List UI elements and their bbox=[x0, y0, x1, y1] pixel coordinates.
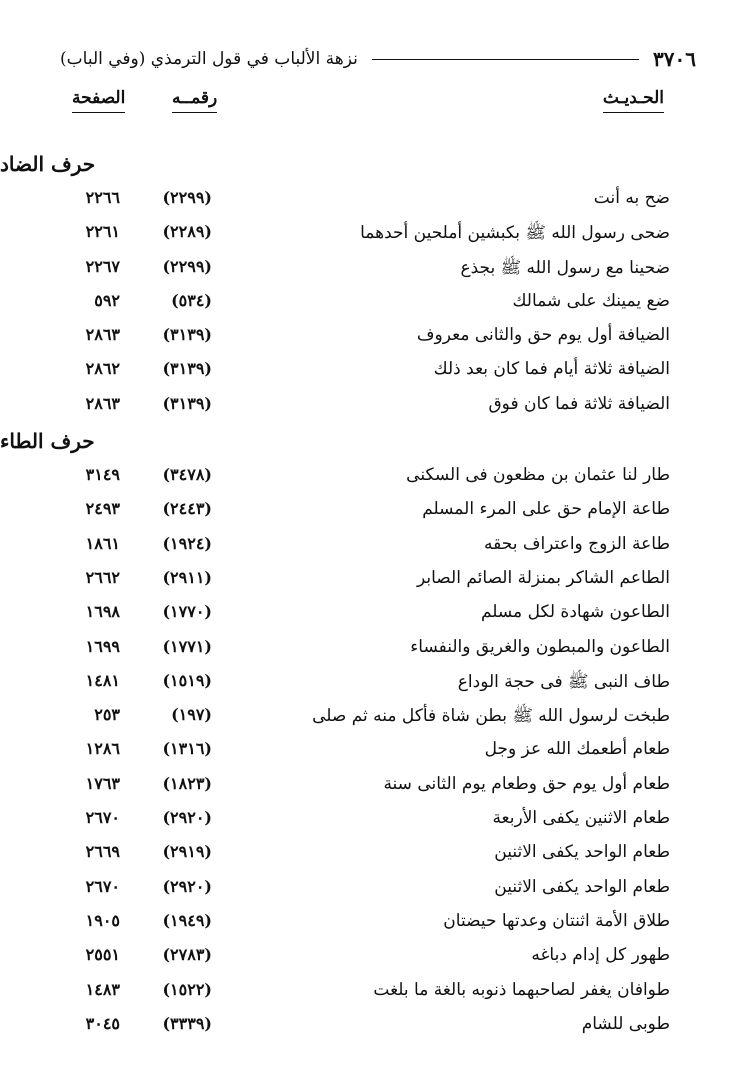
index-entry bbox=[0, 493, 756, 527]
index-entries bbox=[0, 145, 756, 1042]
index-entry bbox=[0, 251, 756, 285]
index-entry bbox=[0, 699, 756, 733]
hadith-text: طعام الواحد يكفى الاثنين bbox=[494, 876, 670, 897]
hadith-number: (١٥١٩) bbox=[162, 670, 212, 690]
page-number: ٣٧٠٦ bbox=[653, 47, 696, 71]
page-reference: ١٧٦٣ bbox=[85, 773, 120, 793]
hadith-text: الطاعون والمبطون والغريق والنفساء bbox=[410, 636, 670, 657]
hadith-text: طاف النبى ﷺ فى حجة الوداع bbox=[457, 671, 670, 692]
hadith-text: ضح به أنت bbox=[593, 188, 670, 208]
hadith-number: (٢٩١١) bbox=[162, 567, 212, 587]
page-reference: ١٩٠٥ bbox=[85, 910, 120, 930]
hadith-text: ضع يمينك على شمالك bbox=[512, 290, 670, 311]
hadith-text: طعام الواحد يكفى الاثنين bbox=[494, 842, 670, 863]
hadith-text: طبخت لرسول الله ﷺ بطن شاة فأكل منه ثم صلى bbox=[312, 706, 670, 727]
page-reference: ١٨٦١ bbox=[85, 533, 120, 553]
hadith-number: (٢٢٨٩) bbox=[162, 222, 212, 242]
hadith-number: (٣٤٧٨) bbox=[162, 465, 212, 485]
page-reference: ٢٢٦١ bbox=[85, 222, 120, 242]
index-entry bbox=[0, 836, 756, 870]
running-title: نزهة الألباب في قول الترمذي (وفي الباب) bbox=[60, 49, 358, 69]
hadith-text: طار لنا عثمان بن مظعون فى السكنى bbox=[406, 465, 670, 486]
index-entry bbox=[0, 528, 756, 562]
page-reference: ٢٦٦٩ bbox=[85, 842, 120, 862]
hadith-number: (١٨٢٣) bbox=[162, 773, 212, 793]
index-entry bbox=[0, 285, 756, 319]
hadith-text: الضيافة أول يوم حق والثانى معروف bbox=[416, 325, 670, 346]
hadith-text: طلاق الأمة اثنتان وعدتها حيضتان bbox=[443, 910, 670, 931]
hadith-number: (١٩٤٩) bbox=[162, 910, 212, 930]
header-rule bbox=[372, 59, 639, 60]
page-reference: ٢٢٦٦ bbox=[85, 188, 120, 207]
page-reference: ٢٢٦٧ bbox=[85, 256, 120, 276]
hadith-number: (٢٢٩٩) bbox=[162, 188, 212, 207]
hadith-text: طوافان يغفر لصاحبهما ذنوبه بالغة ما بلغت bbox=[373, 979, 670, 1000]
hadith-text: طاعة الزوج واعتراف بحقه bbox=[484, 533, 670, 554]
hadith-number: (٢٩١٩) bbox=[162, 842, 212, 862]
page-reference: ٥٩٢ bbox=[94, 290, 120, 310]
index-entry bbox=[0, 562, 756, 596]
column-heading-number: رقمــه bbox=[172, 88, 217, 113]
hadith-text: ضحى رسول الله ﷺ بكبشين أملحين أحدهما bbox=[360, 223, 670, 244]
page-reference: ٢٦٦٢ bbox=[85, 567, 120, 587]
hadith-number: (٢٧٨٣) bbox=[162, 945, 212, 965]
page-reference: ٢٨٦٢ bbox=[85, 359, 120, 379]
index-entry bbox=[0, 596, 756, 630]
hadith-number: (١٧٧٠) bbox=[162, 602, 212, 622]
index-entry bbox=[0, 1008, 756, 1042]
hadith-number: (٥٣٤) bbox=[171, 290, 212, 310]
running-header bbox=[60, 42, 696, 76]
index-entry bbox=[0, 388, 756, 422]
index-entry bbox=[0, 733, 756, 767]
hadith-text: طاعة الإمام حق على المرء المسلم bbox=[422, 499, 670, 520]
index-entry bbox=[0, 768, 756, 802]
hadith-number: (٣٣٣٩) bbox=[162, 1013, 212, 1033]
hadith-text: طوبى للشام bbox=[581, 1013, 670, 1034]
page-reference: ٢٥٣ bbox=[94, 705, 120, 725]
hadith-number: (١٩٢٤) bbox=[162, 533, 212, 553]
index-entry bbox=[0, 905, 756, 939]
hadith-number: (٢٩٢٠) bbox=[162, 876, 212, 896]
page-reference: ٣٠٤٥ bbox=[85, 1013, 120, 1033]
index-entry bbox=[0, 459, 756, 493]
section-title: حرف الضاد bbox=[0, 151, 96, 176]
index-entry bbox=[0, 182, 756, 216]
index-entry bbox=[0, 631, 756, 665]
hadith-number: (١٧٧١) bbox=[162, 636, 212, 656]
hadith-text: ضحينا مع رسول الله ﷺ بجذع bbox=[460, 257, 670, 278]
page-reference: ٣١٤٩ bbox=[85, 465, 120, 485]
hadith-number: (١٣١٦) bbox=[162, 739, 212, 759]
hadith-text: الطاعون شهادة لكل مسلم bbox=[480, 602, 670, 623]
hadith-number: (٢٢٩٩) bbox=[162, 256, 212, 276]
page-reference: ١٤٨٣ bbox=[85, 979, 120, 999]
page-reference: ٢٥٥١ bbox=[85, 945, 120, 965]
page-reference: ٢٦٧٠ bbox=[85, 876, 120, 896]
index-entry bbox=[0, 216, 756, 250]
hadith-number: (١٥٢٢) bbox=[162, 979, 212, 999]
hadith-text: طهور كل إدام دباغه bbox=[531, 945, 670, 966]
page-reference: ٢٨٦٣ bbox=[85, 325, 120, 345]
hadith-text: طعام أطعمك الله عز وجل bbox=[484, 739, 670, 760]
index-entry bbox=[0, 353, 756, 387]
section-title: حرف الطاء bbox=[0, 428, 95, 453]
hadith-text: الضيافة ثلاثة أيام فما كان بعد ذلك bbox=[433, 359, 670, 380]
page-reference: ٢٦٧٠ bbox=[85, 808, 120, 828]
hadith-text: الطاعم الشاكر بمنزلة الصائم الصابر bbox=[417, 567, 670, 588]
column-heading-page: الصفحة bbox=[72, 88, 125, 113]
page-reference: ٢٤٩٣ bbox=[85, 499, 120, 519]
hadith-text: الضيافة ثلاثة فما كان فوق bbox=[488, 393, 670, 414]
hadith-number: (٣١٣٩) bbox=[162, 359, 212, 379]
hadith-number: (٣١٣٩) bbox=[162, 325, 212, 345]
hadith-text: طعام الاثنين يكفى الأربعة bbox=[492, 808, 670, 829]
hadith-number: (٢٤٤٣) bbox=[162, 499, 212, 519]
index-entry bbox=[0, 665, 756, 699]
index-entry bbox=[0, 939, 756, 973]
index-entry bbox=[0, 802, 756, 836]
page-reference: ١٦٩٨ bbox=[85, 602, 120, 622]
index-entry bbox=[0, 319, 756, 353]
hadith-number: (٢٩٢٠) bbox=[162, 808, 212, 828]
page-reference: ٢٨٦٣ bbox=[85, 393, 120, 413]
hadith-text: طعام أول يوم حق وطعام يوم الثانى سنة bbox=[383, 773, 670, 794]
index-entry bbox=[0, 974, 756, 1008]
hadith-number: (١٩٧) bbox=[171, 705, 212, 725]
hadith-number: (٣١٣٩) bbox=[162, 393, 212, 413]
column-heading-hadith: الحـديـث bbox=[603, 88, 664, 113]
page-reference: ١٢٨٦ bbox=[85, 739, 120, 759]
page-reference: ١٤٨١ bbox=[85, 670, 120, 690]
index-entry bbox=[0, 871, 756, 905]
page-reference: ١٦٩٩ bbox=[85, 636, 120, 656]
